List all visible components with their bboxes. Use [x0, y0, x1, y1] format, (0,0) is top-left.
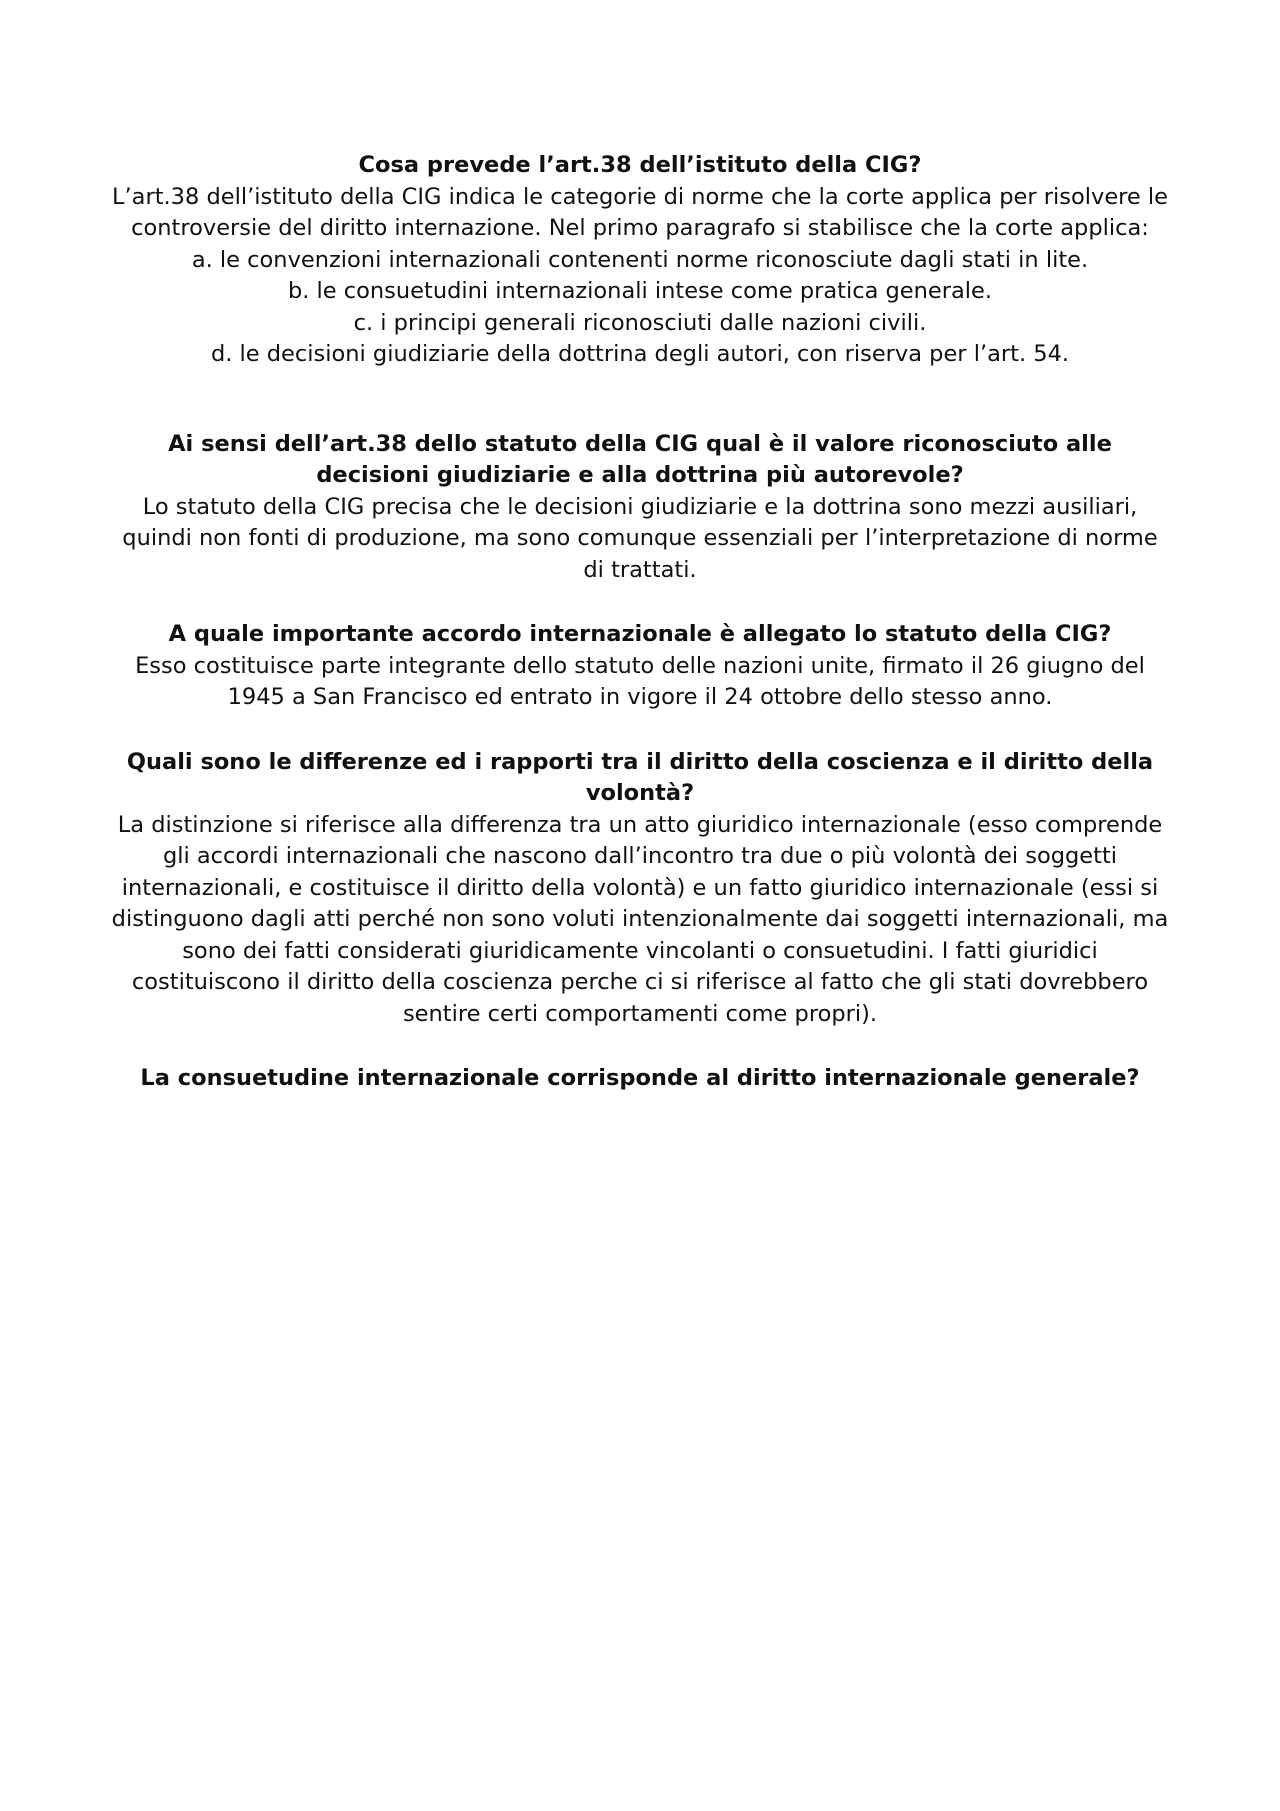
- qa-section-4: [110, 747, 1170, 1031]
- spacer: [110, 586, 1170, 619]
- question-heading: Quali sono le differenze ed i rapporti tra il diritto della coscienza e il diritto della volontà?: [126, 748, 1154, 806]
- qa-section-3: [110, 619, 1170, 714]
- question-heading: Cosa prevede l’art.38 dell’istituto della CIG?: [358, 152, 922, 178]
- question-heading: La consuetudine internazionale corrisponde al diritto internazionale generale?: [140, 1065, 1140, 1091]
- qa-section-1: [110, 150, 1170, 371]
- question-heading: A quale importante accordo internazionale è allegato lo statuto della CIG?: [168, 621, 1112, 647]
- list-item: d. le decisioni giudiziarie della dottrina degli autori, con riserva per l’art. 54.: [210, 341, 1070, 367]
- qa-section-2: [110, 429, 1170, 587]
- spacer: [110, 371, 1170, 429]
- answer-text: L’art.38 dell’istituto della CIG indica le categorie di norme che la corte applica per risolvere le controversie del diritto internazione. Nel primo paragrafo si stabilisce che la corte applica:: [111, 183, 1169, 241]
- spacer: [110, 714, 1170, 747]
- spacer: [110, 1030, 1170, 1063]
- answer-text: La distinzione si riferisce alla differenza tra un atto giuridico internazionale (esso comprende gli accordi internazionali che nascono dall’incontro tra due o più volontà dei soggetti internazionali, e costituisce il diritto della volontà) e un fatto giuridico internazionale (essi si distinguono dagli atti perché non sono voluti intenzionalmente dai soggetti internazionali, ma sono dei fatti considerati giuridicamente vincolanti o consuetudini. I fatti giuridici costituiscono il diritto della coscienza perche ci si riferisce al fatto che gli stati dovrebbero sentire certi comportamenti come propri).: [111, 811, 1169, 1027]
- answer-text: Lo statuto della CIG precisa che le decisioni giudiziarie e la dottrina sono mezzi ausiliari, quindi non fonti di produzione, ma sono comunque essenziali per l’interpretazione di norme di trattati.: [122, 493, 1158, 583]
- list-item: a. le convenzioni internazionali contenenti norme riconosciute dagli stati in lite.: [191, 246, 1089, 273]
- document-page: [110, 150, 1170, 1095]
- qa-section-5: [110, 1063, 1170, 1095]
- list-item: b. le consuetudini internazionali intese come pratica generale.: [287, 278, 993, 304]
- list-item: c. i principi generali riconosciuti dalle nazioni civili.: [353, 309, 927, 336]
- question-heading: Ai sensi dell’art.38 dello statuto della CIG qual è il valore riconosciuto alle decisioni giudiziarie e alla dottrina più autorevole?: [168, 430, 1112, 488]
- answer-text: Esso costituisce parte integrante dello statuto delle nazioni unite, firmato il 26 giugno del 1945 a San Francisco ed entrato in vigore il 24 ottobre dello stesso anno.: [135, 652, 1145, 710]
